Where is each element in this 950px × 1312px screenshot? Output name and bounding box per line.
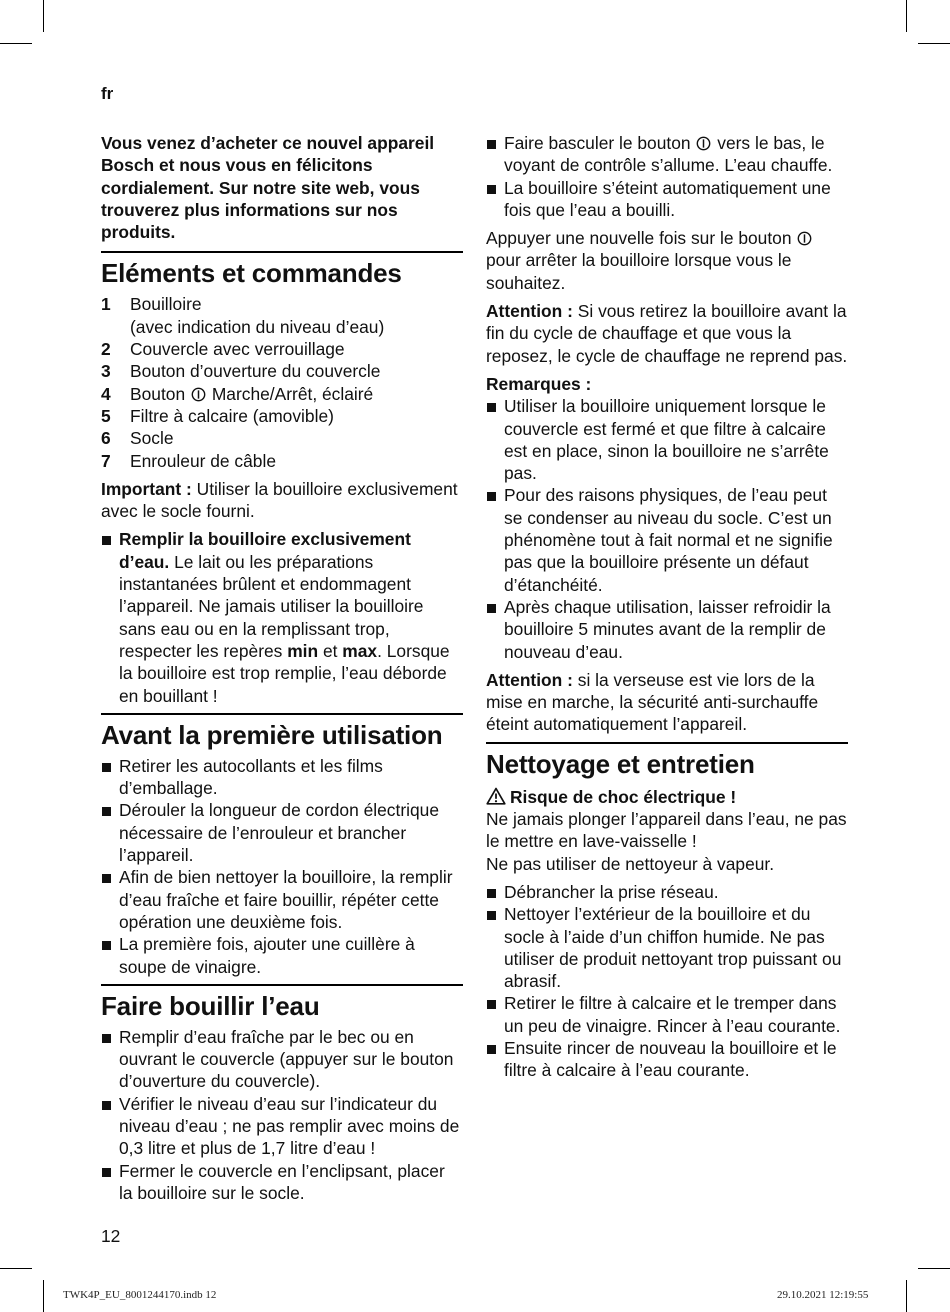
crop-mark — [918, 43, 950, 44]
list-item: Dérouler la longueur de cordon électrique nécessaire de l’enrouleur et brancher l’appareil. — [101, 799, 463, 866]
language-label: fr — [101, 84, 114, 103]
remarks-list — [486, 395, 848, 663]
important-note: Important : Utiliser la bouilloire exclusivement avec le socle fourni. — [101, 478, 458, 522]
list-item: La première fois, ajouter une cuillère à soupe de vinaigre. — [101, 933, 463, 978]
power-icon — [696, 136, 711, 151]
crop-mark — [918, 1268, 950, 1269]
warning-text: Ne pas utiliser de nettoyeur à vapeur. — [486, 853, 775, 874]
section-title-boil: Faire bouillir l’eau — [101, 984, 463, 1022]
parts-list-item: 1 Bouilloire (avec indication du niveau d’eau) — [101, 294, 385, 337]
parts-list-item: 4 Bouton Marche/Arrêt, éclairé — [101, 383, 374, 404]
parts-list — [101, 293, 463, 471]
list-item: Après chaque utilisation, laisser refroidir la bouilloire 5 minutes avant de la remplir de nouveau d’eau. — [486, 596, 848, 663]
boil-list-continued — [486, 132, 848, 221]
crop-mark — [43, 1280, 44, 1312]
power-icon — [797, 231, 812, 246]
parts-list-item: 7 Enrouleur de câble — [101, 450, 276, 471]
boil-list — [101, 1026, 463, 1204]
footer-file: TWK4P_EU_8001244170.indb 12 — [63, 1289, 217, 1301]
list-item: Nettoyer l’extérieur de la bouilloire et du socle à l’aide d’un chiffon humide. Ne pas utiliser de produit nettoyant trop puissant ou abrasif. — [486, 903, 848, 992]
list-item: Ensuite rincer de nouveau la bouilloire et le filtre à calcaire à l’eau courante. — [486, 1037, 848, 1082]
remarks-label: Remarques : — [486, 373, 592, 394]
attention-note: Attention : Si vous retirez la bouilloire avant la fin du cycle de chauffage et que vous la reposez, le cycle de chauffage ne reprend pas. — [486, 301, 848, 366]
section-title-cleaning: Nettoyage et entretien — [486, 742, 848, 780]
press-again-text: Appuyer une nouvelle fois sur le bouton pour arrêter la bouilloire lorsque vous le souhaitez. — [486, 227, 848, 294]
parts-list-item: 2 Couvercle avec verrouillage — [101, 339, 345, 360]
warning-text: Ne jamais plonger l’appareil dans l’eau, ne pas le mettre en lave-vaisselle ! — [486, 809, 847, 852]
page-number: 12 — [101, 1226, 121, 1246]
warning-title: Risque de choc électrique ! — [486, 786, 848, 808]
left-column — [101, 132, 463, 1210]
list-item: Faire basculer le bouton vers le bas, le voyant de contrôle s’allume. L’eau chauffe. — [486, 132, 848, 177]
list-item: Afin de bien nettoyer la bouilloire, la remplir d’eau fraîche et faire bouillir, répéter cette opération une deuxième fois. — [101, 866, 463, 933]
list-item: La bouilloire s’éteint automatiquement une fois que l’eau a bouilli. — [486, 177, 848, 222]
attention-note: Attention : si la verseuse est vie lors de la mise en marche, la sécurité anti-surchauffe éteint automatiquement l’appareil. — [486, 669, 819, 735]
list-item: Remplir d’eau fraîche par le bec ou en ouvrant le couvercle (appuyer sur le bouton d’ouverture du couvercle). — [101, 1026, 463, 1093]
warning-icon — [486, 787, 506, 805]
list-item: Utiliser la bouilloire uniquement lorsque le couvercle est fermé et que filtre à calcaire est en place, sinon la bouilloire ne s’arrête pas. — [486, 395, 848, 484]
first-use-list — [101, 755, 463, 978]
footer-date: 29.10.2021 12:19:55 — [777, 1289, 869, 1301]
list-item: Remplir la bouilloire exclusivement d’eau. Le lait ou les préparations instantanées brûlent et endommagent l’appareil. Ne jamais utiliser la bouilloire sans eau ou en la remplissant trop, respecter les repères min et max. Lorsque la bouilloire est trop remplie, l’eau déborde en bouillant ! — [101, 528, 463, 706]
list-item: Pour des raisons physiques, de l’eau peut se condenser au niveau du socle. C’est un phénomène tout à fait normal et ne signifie pas que la bouilloire présente un défaut d’étanchéité. — [486, 484, 848, 595]
list-item: Fermer le couvercle en l’enclipsant, placer la bouilloire sur le socle. — [101, 1160, 463, 1205]
crop-mark — [906, 1280, 907, 1312]
crop-mark — [0, 1268, 32, 1269]
crop-mark — [906, 0, 907, 32]
cleaning-list — [486, 881, 848, 1082]
list-item: Retirer les autocollants et les films d’emballage. — [101, 755, 463, 800]
section-title-elements: Eléments et commandes — [101, 251, 463, 289]
parts-list-item: 6 Socle — [101, 428, 174, 449]
important-bullets — [101, 528, 463, 706]
intro-text: Vous venez d’acheter ce nouvel appareil Bosch et nous vous en félicitons cordialement. Sur notre site web, vous trouverez plus informations sur nos produits. — [101, 133, 435, 243]
right-column — [486, 132, 848, 1088]
parts-list-item: 3 Bouton d’ouverture du couvercle — [101, 361, 381, 382]
list-item: Débrancher la prise réseau. — [486, 881, 848, 903]
power-icon — [191, 387, 206, 402]
list-item: Retirer le filtre à calcaire et le tremper dans un peu de vinaigre. Rincer à l’eau courante. — [486, 992, 848, 1037]
parts-list-item: 5 Filtre à calcaire (amovible) — [101, 405, 334, 426]
crop-mark — [43, 0, 44, 32]
list-item: Vérifier le niveau d’eau sur l’indicateur du niveau d’eau ; ne pas remplir avec moins de 0,3 litre et plus de 1,7 litre d’eau ! — [101, 1093, 463, 1160]
crop-mark — [0, 43, 32, 44]
section-title-first-use: Avant la première utilisation — [101, 713, 463, 751]
